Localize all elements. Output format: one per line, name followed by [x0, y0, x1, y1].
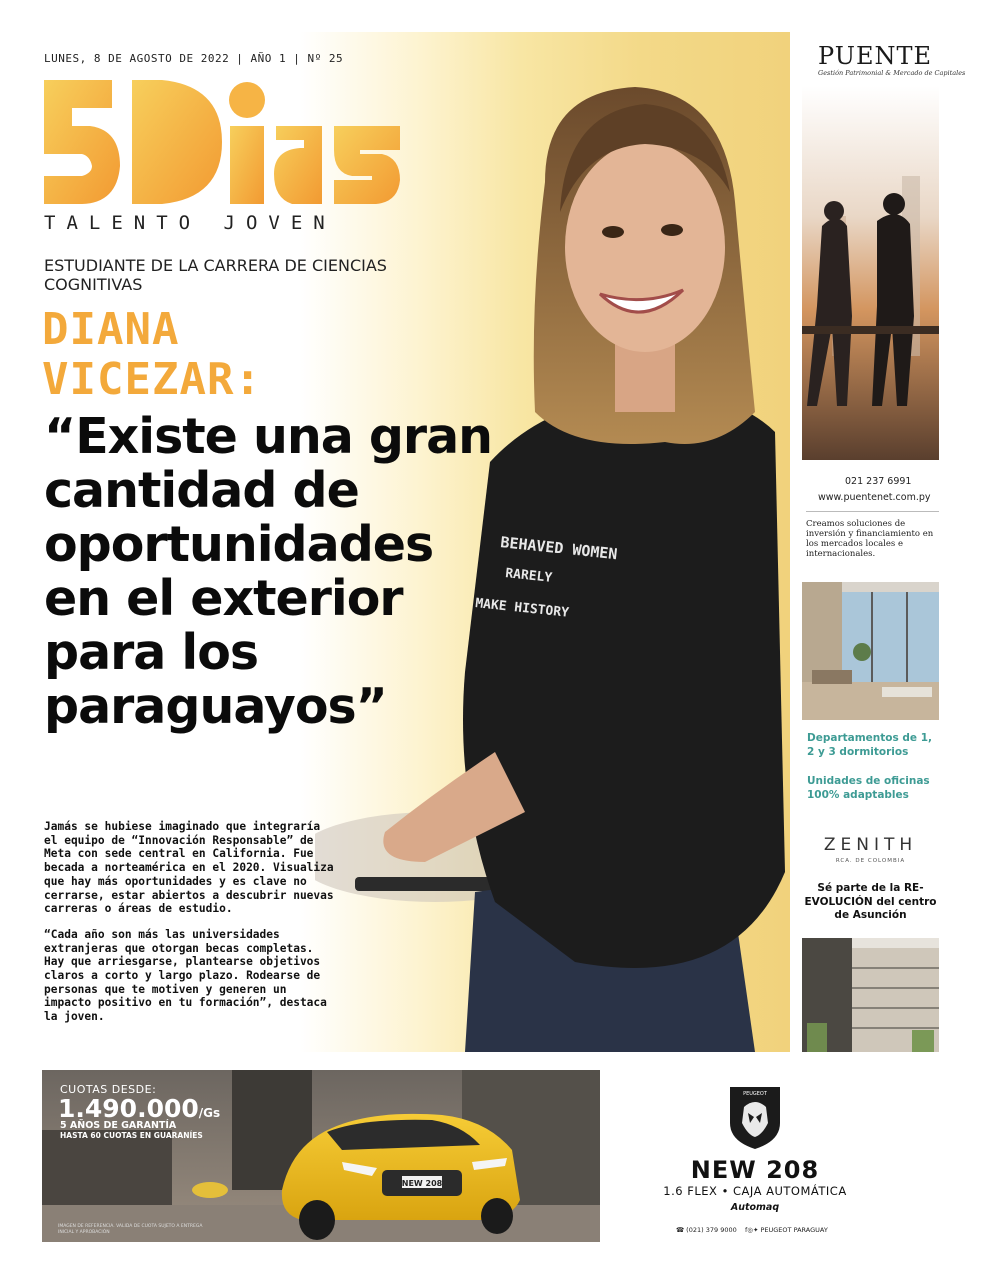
dealer-logo: Automaq — [730, 1202, 780, 1213]
puente-website[interactable]: www.puentenet.com.py — [818, 492, 931, 503]
phone-icon: ☎ — [676, 1226, 687, 1234]
zenith-offices-text: Unidades de oficinas 100% adaptables — [807, 775, 930, 801]
zenith-logo-sub: RCA. DE COLOMBIA — [835, 858, 906, 864]
logo-text: 5DIAS — [42, 78, 46, 79]
paragraph-2: “Cada año son más las universidades extranjeras que otorgan becas completas. Hay que arriesgarse, plantearse objetivos claros a corto y largo plazo. Rodearse de personas que te motiven y generen un impacto positivo en tu formación”, destaca la joven. — [44, 927, 327, 1024]
article-body — [44, 820, 340, 1036]
paragraph-1: Jamás se hubiese imaginado que integraría el equipo de “Innovación Responsable” de Meta con sede central en California. Fue becada a norteamérica en el 2020. Visualiza que hay más oportunidades y es clave no cerrarse, estar abiertos a descubrir nuevas carreras o áreas de estudio. — [44, 820, 334, 916]
social-handle-text: PEUGEOT PARAGUAY — [760, 1226, 828, 1234]
zenith-units-text: Departamentos de 1, 2 y 3 dormitorios — [807, 732, 932, 758]
apartment-interior-image — [802, 582, 939, 720]
tagline: TALENTO JOVEN — [44, 212, 336, 234]
interviewee-name — [42, 305, 422, 405]
article-kicker: ESTUDIANTE DE LA CARRERA DE CIENCIAS COGNITIVAS — [44, 256, 387, 294]
cuotas-price — [58, 1094, 220, 1123]
divider — [806, 511, 939, 512]
social-icons: f◎✦ — [745, 1226, 761, 1234]
model-name: NEW 208 — [690, 1156, 820, 1184]
price-value: 1.490.000 — [58, 1094, 199, 1123]
shirt-text-3: MAKE HISTORY — [474, 596, 570, 621]
5dias-logo — [42, 78, 402, 206]
puente-brand: PUENTE — [818, 42, 932, 70]
car-plate: NEW 208 — [401, 1179, 443, 1188]
puente-phone: 021 237 6991 — [845, 476, 912, 487]
name-line-1: DIANA — [42, 304, 180, 355]
dealer-phone-number: (021) 379 9000 — [686, 1226, 737, 1234]
model-specs: 1.6 FLEX • CAJA AUTOMÁTICA — [663, 1184, 847, 1198]
warranty-text: 5 AÑOS DE GARANTÍA — [60, 1120, 177, 1131]
zenith-tagline: Sé parte de la RE-EVOLUCIÓN del centro de Asunción — [804, 882, 937, 921]
shirt-text-1: BEHAVED WOMEN — [499, 533, 619, 564]
puente-description: Creamos soluciones de inversión y financiamiento en los mercados locales e internacionales. — [806, 519, 934, 559]
emblem-text: PEUGEOT — [743, 1091, 767, 1097]
peugeot-lion-icon — [724, 1083, 786, 1151]
cuotas-label: CUOTAS DESDE: — [60, 1083, 157, 1096]
dealer-phone — [676, 1226, 737, 1234]
name-line-2: VICEZAR: — [42, 354, 262, 405]
building-exterior-image — [802, 938, 939, 1052]
business-meeting-image — [802, 86, 939, 460]
zenith-logo: ZENITH — [823, 835, 918, 855]
dateline: LUNES, 8 DE AGOSTO DE 2022 | AÑO 1 | Nº 25 — [44, 52, 344, 65]
financing-text: HASTA 60 CUOTAS EN GUARANÍES — [60, 1131, 203, 1140]
puente-subtitle: Gestión Patrimonial & Mercado de Capitales — [818, 69, 966, 77]
headline-quote: “Existe una gran cantidad de oportunidades en el exterior para los paraguayos” — [44, 408, 493, 735]
fine-print: IMAGEN DE REFERENCIA. VALIDA DE CUOTA SUJETO A ENTREGA INICIAL Y APROBACIÓN — [58, 1224, 203, 1235]
shirt-text-2: RARELY — [504, 566, 553, 586]
social-handle — [745, 1226, 828, 1234]
price-unit: /Gs — [198, 1106, 221, 1120]
